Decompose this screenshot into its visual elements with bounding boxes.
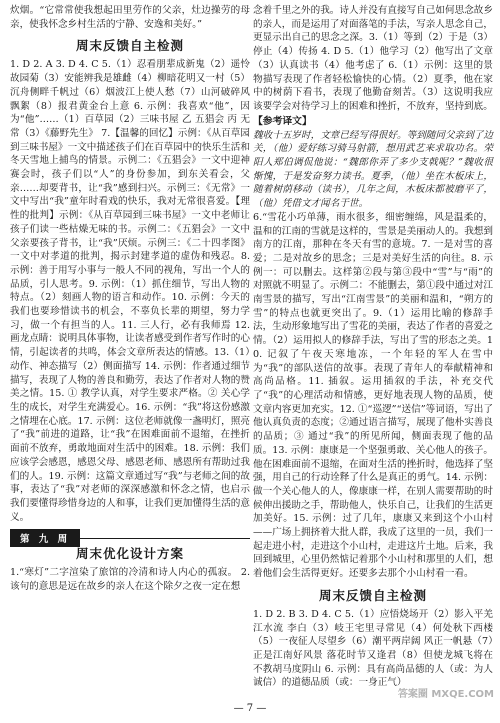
answers-paragraph-4: 6.“雪花小巧单薄，雨水很多，细密缠绵，风是温柔的，温和的江南的雪就是这样的，雪景是美丽动人的。我想到南方的江南，那种在冬天有雪的意境。7. 一是对雪的喜爱；二是对故乡的思念；三是对美好生活的向往。8. 示例一：可以删去。这样第②段与第③段中“雪”与“雨”的对照就不明显了。示例二：不能删去，第①段中通过对江南雪景的描写，写出“江南雪景”的美丽和温和，“朔方的雪”的特点也就更突出了。9.（1）运用比喻的修辞手法，生动形象地写出了雪花的美丽，表达了作者的喜爱之情。（2）运用拟人的修辞手法，写出了雪的形态之美。10. 记叙了午夜天寒地冻，一个年轻的军人在雪中为“我”的部队送信的故事。表现了青年人的奉献精神和高尚品格。11. 插叙。运用插叙的手法，补充交代了“我”的心理活动和情感，更好地表现人物的品质，使文章内容更加充实。12. ①“巡逻”“送信”等词语，写出了他认真负责的态度；②通过语言描写，展现了他朴实善良的品质；③ 通过“我”的所见所闻，侧面表现了他的品质。13. 示例：康康是一个坚强勇敢、关心他人的孩子。他在困难面前不退缩，在面对生活的挫折时，他选择了坚强，用自己的行动诠释了什么是真正的勇气。14. 示例：做一个关心他人的人，像康康一样，在别人需要帮助的时候伸出援助之手，帮助他人，快乐自己，让我们的生活更加美好。15. 示例：过了几年，康康又来到这个小山村——广场上拥挤着大批人群，我成了这里的一员，我们一起走进小村，走进这个小山村，走进这片土地。后来，我回到城里，心里仍然惦记着那个小山村和那里的人们，想着他们会生活得更好。还要多去那个小山村看一看。 — [253, 211, 493, 580]
week-label: 第 九 周 — [10, 529, 80, 547]
left-column — [10, 4, 250, 594]
intro-paragraph: 炊烟。“它常常使我想起田里劳作的父亲，灶边操劳的母亲，使我怀念乡村生活的宁静、安逸和美好。” — [10, 5, 250, 30]
week-header — [10, 524, 250, 546]
page-number: — 7 — — [233, 703, 267, 714]
answers-paragraph-3: 念着千里之外的我。诗人并没有直接写自己如何思念故乡的亲人，而是运用了对面落笔的手法，写亲人思念自己，更显示出自己的思念之深。3.（1）等到（2）于是（3）停止（4）传扬 4. D 5.（1）他学习（2）他写出了文章（3）认真读书（4）他考虑了 6.（1）示例：这里的景物描写表现了作者轻松愉快的心情。（2）夏季，他在家中的树荫下看书，表现了他勤奋刻苦。（3）这说明我应该要学会对待学习上的困难和挫折，不放弃，坚持到底。 — [253, 5, 493, 112]
section-title-feedback-1: 周末反馈自主检测 — [75, 38, 184, 54]
answers-paragraph-2: 1.“寒灯”二字渲染了旅馆的冷清和诗人内心的孤寂。 2. 该句的意思是远在故乡的亲人在这个除夕之夜一定在想 — [10, 567, 250, 593]
reference-translation-title: 【参考译文】 — [253, 115, 312, 127]
answers-paragraph-5: 1. D 2. B 3. D 4. C 5.（1）应悟烧场开（2）影入平羌江水流 李白（3）岐王宅里寻常见（4）何处秋下西楼（5）一夜征人尽望乡（6）潮平两岸阔 风正一帆悬（7）正是江南好风景 落花时节又逢君（8）但使龙城飞将在 不教胡马度阴山 6. 示例：具有高尚品德的人（或：为人诚信）的道德品质（或：一身正气） — [253, 608, 493, 689]
answers-paragraph-1: 1. D 2. A 3. D 4. C 5.（1）忍看朋辈成新鬼（2）遥怜故园菊（3）安能辨我是雄雌（4）柳暗花明又一村（5）沉舟侧畔千帆过（6）烟波江上使人愁（7）山河破碎风飘絮（8）报君黄金台上意 6. 示例：我喜欢“他”，因为“他”……（1）百草园（2）三味书屋 乙 五猖会 丙 无常（3）《藤野先生》 7.【温馨的回忆】示例：《从百草园到三味书屋》一文中描述孩子们在百草园中的快乐生活和冬天雪地上捕鸟的情景。示例二：《五猖会》一文中迎神赛会时，孩子们以“人”的身份参加，到东关看会，父亲……却要背书，让“我”感到扫兴。示例三：《无常》一文中写出“我”童年时看戏的快乐，我对无常很喜爱。【理性的批判】示例：《从百草园到三味书屋》一文中老师让孩子们读一些枯燥无味的书。示例二：《五猖会》一文中父亲要孩子背书，让“我”厌烦。示例三：《二十四孝图》一文中对孝道的批判，揭示封建孝道的虚伪和残忍。8. 示例：善于用写小事与一般人不同的视角，写出一个人的品质，引人思考。9. 示例：（1）抓住细节，写出人物的特点。（2）刻画人物的语言和动作。10. 示例：今天的我们也要珍惜读书的机会，不辜负长辈的期望，努力学习，做一个有担当的人。11. 三人行，必有我师焉 12. 画龙点睛：说明具体事物，让读者感受到作者写作时的心情，引起读者的共鸣，体会文章所表达的情感。13.（1）动作、神态描写（2）侧面描写 14. 示例：作者通过细节描写，表现了人物的善良和勤劳，表达了作者对人物的赞美之情。15. ① 教学认真，对学生要求严格。② 关心学生的成长，对学生充满爱心。16. 示例：“我”将这份感激之情埋在心底。17. 示例：这位老师就像一盏明灯，照亮了“我”前进的道路，让“我”在困难面前不退缩，在挫折面前不放弃，勇敢地面对生活中的困难。18. 示例：我们应该学会感恩，感恩父母、感恩老师、感恩所有帮助过我们的人。19. 示例：这篇文章通过写“我”与老师之间的故事，表达了“我”对老师的深深感激和怀念之情，也启示我们要懂得珍惜身边的人和事，让我们更加懂得生活的意义。 — [10, 59, 250, 523]
watermark: 答案圈 MXQE.COM — [397, 689, 494, 700]
section-title-feedback-2: 周末反馈自主检测 — [318, 587, 427, 603]
section-title-design: 周末优化设计方案 — [75, 546, 184, 562]
week-divider — [76, 538, 250, 539]
right-column — [253, 4, 493, 690]
reference-translation-body: 魏收十五岁时，文章已经写得很好。等到随同父亲到了边关，（他）爱好练习骑马射箭，想用武艺来求取功名。荣阳人郑伯调侃他说：“魏郎你弄了多少支戟呢？”魏收很惭愧，于是发奋努力读书。夏季，（他）坐在木板床上，随着树荫移动（读书），几年之间，木板床都被磨平了，（他）凭借文才闻名于世。 — [253, 129, 493, 210]
